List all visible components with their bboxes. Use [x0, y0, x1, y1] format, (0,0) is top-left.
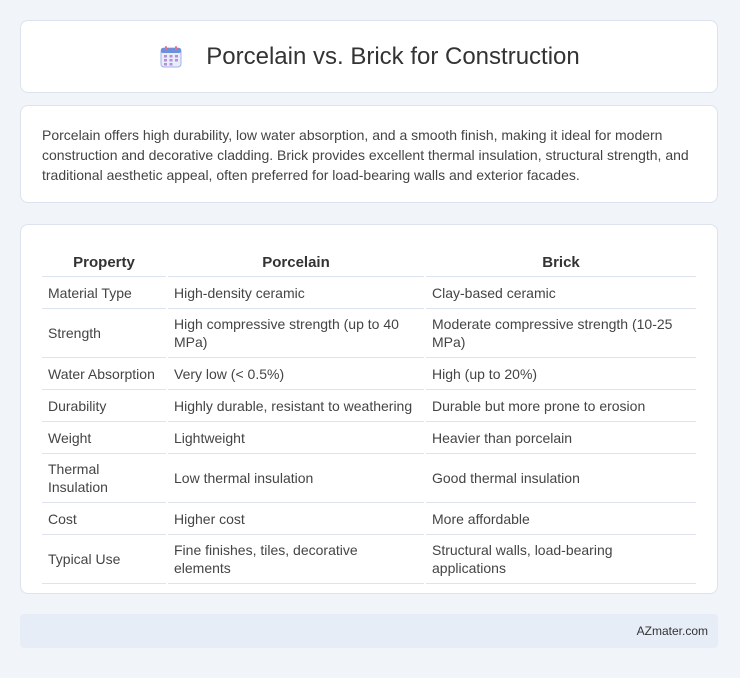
row-porcelain: Lightweight: [168, 422, 424, 454]
table-header-row: [42, 244, 696, 277]
calendar-icon: [158, 44, 184, 70]
table-row: [42, 390, 696, 422]
row-property: Thermal Insulation: [42, 454, 166, 503]
row-porcelain: Low thermal insulation: [168, 454, 424, 503]
row-brick: Durable but more prone to erosion: [426, 390, 696, 422]
row-property: Material Type: [42, 277, 166, 309]
row-property: Typical Use: [42, 535, 166, 584]
summary-card: [20, 105, 718, 203]
row-property: Durability: [42, 390, 166, 422]
row-porcelain: Very low (< 0.5%): [168, 358, 424, 390]
summary-text: Porcelain offers high durability, low water absorption, and a smooth finish, making it ideal for modern construction and decorative cladding. Brick provides excellent thermal insulation, structural strength, and traditional aesthetic appeal, often preferred for load-bearing walls and exterior facades.: [42, 127, 689, 183]
table-row: [42, 454, 696, 503]
row-property: Strength: [42, 309, 166, 358]
row-porcelain: Higher cost: [168, 503, 424, 535]
row-brick: Moderate compressive strength (10-25 MPa): [426, 309, 696, 358]
comparison-table-card: [20, 224, 718, 594]
comparison-table: [40, 244, 698, 584]
header-property: Property: [42, 244, 166, 277]
row-brick: Heavier than porcelain: [426, 422, 696, 454]
row-porcelain: High compressive strength (up to 40 MPa): [168, 309, 424, 358]
title-card: [20, 20, 718, 93]
page-title: Porcelain vs. Brick for Construction: [206, 42, 580, 70]
row-property: Weight: [42, 422, 166, 454]
table-row: [42, 535, 696, 584]
row-porcelain: High-density ceramic: [168, 277, 424, 309]
table-row: [42, 358, 696, 390]
header-porcelain: Porcelain: [168, 244, 424, 277]
table-row: [42, 422, 696, 454]
footer-bar: [20, 614, 718, 648]
row-porcelain: Fine finishes, tiles, decorative elements: [168, 535, 424, 584]
row-brick: More affordable: [426, 503, 696, 535]
row-brick: Structural walls, load-bearing applications: [426, 535, 696, 584]
row-porcelain: Highly durable, resistant to weathering: [168, 390, 424, 422]
footer-source-link[interactable]: AZmater.com: [636, 624, 708, 638]
row-brick: Clay-based ceramic: [426, 277, 696, 309]
table-row: [42, 503, 696, 535]
header-brick: Brick: [426, 244, 696, 277]
row-brick: High (up to 20%): [426, 358, 696, 390]
table-row: [42, 277, 696, 309]
table-row: [42, 309, 696, 358]
row-property: Cost: [42, 503, 166, 535]
row-brick: Good thermal insulation: [426, 454, 696, 503]
row-property: Water Absorption: [42, 358, 166, 390]
